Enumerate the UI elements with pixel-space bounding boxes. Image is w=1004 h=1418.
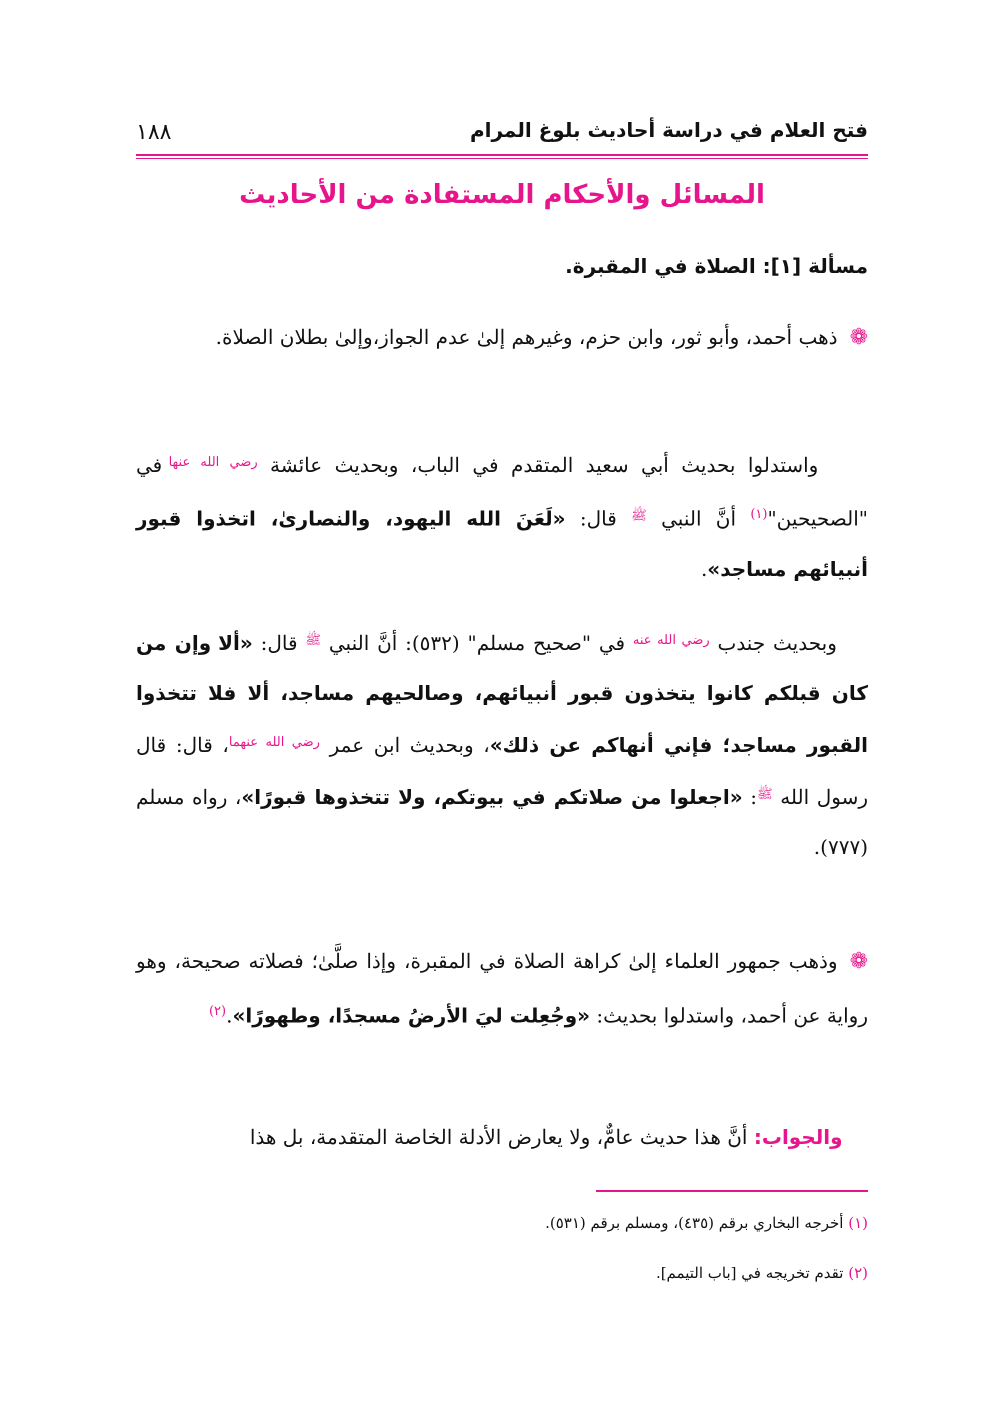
p3-part2: في "صحيح مسلم" (٥٣٢): أنَّ النبي (328, 631, 626, 655)
paragraph-1 (136, 312, 868, 363)
footnote-number: (١) (848, 1214, 868, 1232)
salutation-icon: ﷺ (305, 633, 322, 648)
hadith-quote: «وجُعِلت ليَ الأرضُ مسجدًا، وطهورًا» (232, 1003, 591, 1028)
honorific-icon: رضي الله عنها (168, 455, 258, 470)
paragraph-1-text: ذهب أحمد، وأبو ثور، وابن حزم، وغيرهم إلىٰ عدم الجواز،وإلىٰ بطلان الصلاة. (215, 325, 838, 349)
flower-icon: ❁ (849, 949, 868, 974)
p4-part1: وذهب جمهور العلماء إلىٰ كراهة الصلاة في المقبرة، وإذا صلَّىٰ؛ فصلاته صحيحة، وهو رواية عن أحمد، واستدلوا بحديث: (136, 949, 868, 1028)
footnote-1 (545, 1214, 868, 1232)
footnote-ref-2[interactable]: (٢) (208, 1004, 227, 1019)
honorific-icon: رضي الله عنهما (228, 735, 320, 750)
footnote-ref-1[interactable]: (١) (750, 507, 768, 522)
page-number: ١٨٨ (136, 120, 172, 145)
p3-part4: ، وبحديث ابن عمر (329, 733, 490, 757)
p2-end: . (700, 556, 708, 581)
footnote-2 (656, 1264, 868, 1282)
p2-part4: قال: (579, 506, 617, 531)
footnote-text: أخرجه البخاري برقم (٤٣٥)، ومسلم برقم (٥٣١). (545, 1214, 844, 1232)
p2-part2: في "الصحيحين" (136, 453, 868, 531)
page-header (136, 118, 868, 152)
p3-part1: وبحديث جندب (717, 631, 837, 655)
issue-label: مسألة [١]: (762, 254, 868, 278)
hadith-quote: «اجعلوا من صلاتكم في بيوتكم، ولا تتخذوها قبورًا» (241, 785, 743, 809)
p3-part7: ، رواه مسلم (٧٧٧). (136, 785, 868, 859)
p3-part3: قال: (260, 631, 298, 655)
paragraph-2 (136, 438, 868, 594)
salutation-icon: ﷺ (631, 508, 647, 524)
header-rule (136, 154, 868, 156)
answer-text: أنَّ هذا حديث عامٌّ، ولا يعارض الأدلة الخاصة المتقدمة، بل هذا (249, 1125, 748, 1149)
book-title: فتح العلام في دراسة أحاديث بلوغ المرام (469, 118, 868, 142)
p3-part5: ، قال: قال رسول الله (136, 733, 868, 809)
footnote-separator (596, 1190, 868, 1192)
p2-part1: واستدلوا بحديث أبي سعيد المتقدم في الباب، وبحديث عائشة (270, 453, 819, 477)
paragraph-4 (136, 936, 868, 1041)
section-title: المسائل والأحكام المستفادة من الأحاديث (239, 180, 765, 210)
issue-title: الصلاة في المقبرة. (565, 254, 756, 278)
hadith-quote: «ألا وإن من كان قبلكم كانوا يتخذون قبور أنبيائهم، وصالحيهم مساجد، ألا فلا تتخذوا القبور مساجد؛ فإني أنهاكم عن ذلك» (136, 631, 869, 757)
hadith-quote: «لَعَنَ الله اليهود، والنصارىٰ، اتخذوا قبور أنبيائهم مساجد» (136, 506, 868, 581)
answer-label: والجواب: (753, 1125, 843, 1149)
paragraph-5 (136, 1112, 868, 1162)
issue-heading (565, 254, 868, 278)
header-rule-thin (136, 158, 868, 159)
paragraph-3 (136, 616, 868, 872)
salutation-icon: ﷺ (756, 787, 773, 802)
p3-part6: : (750, 785, 757, 809)
p2-part3: أنَّ النبي (661, 506, 737, 531)
footnote-number: (٢) (848, 1264, 868, 1282)
p4-end: . (226, 1003, 233, 1028)
flower-icon: ❁ (849, 325, 868, 350)
honorific-icon: رضي الله عنه (632, 633, 710, 648)
footnote-text: تقدم تخريجه في [باب التيمم]. (655, 1264, 844, 1282)
